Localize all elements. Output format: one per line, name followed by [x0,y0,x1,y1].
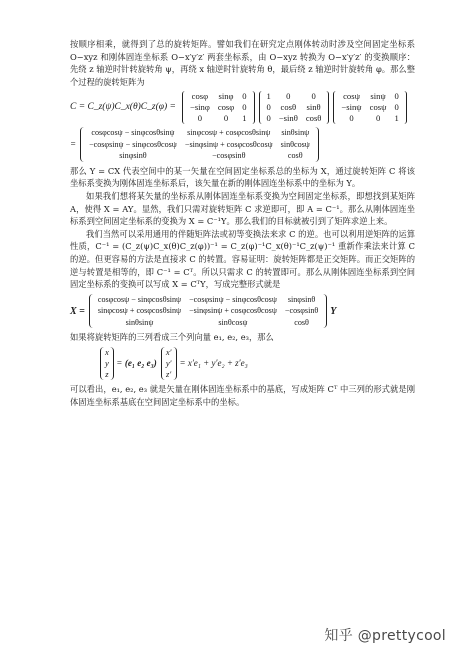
equation-x-equals-ctY [70,294,415,329]
document-page [70,38,415,408]
equation-rhs: Y [330,305,337,317]
equals-sign: = [70,139,77,150]
paragraph-column-vectors: 如果将旋转矩阵的三列看成三个列向量 e₁, e₂, e₃，那么 [70,332,274,343]
equation-lhs: X = [70,305,85,317]
paragraph-conclusion: 可以看出，e₁, e₂, e₃ 就是矢量在刚体固连坐标系中的基底，写成矩阵 Cᵀ 中三列的形式就是刚体固连坐标系基底在空间固定坐标系中的坐标。 [70,383,415,407]
zhihu-watermark: 知乎 @prettycool [324,628,446,644]
basis-row-vector: (e₁ e₂ e₃) [124,357,157,368]
paragraph-rotation-order: 按顺序相乘，就得到了总的旋转矩阵。譬如我们在研究定点刚体转动时涉及空间固定坐标系 O−xyz 和刚体固连坐标系 O−x′y′z′ 两套坐标系，由 O−xyz 转换为 O−x′y′z′ 的变换顺序：先绕 z 轴逆时针转旋转角 ψ，再绕 x 轴逆时针旋转角 θ，最后绕 z 轴逆时针旋转角 φ。那么整个过程的旋转矩阵为 [70,39,415,87]
paragraph-y-equals-cx: 那么 Y = CX 代表空间中的某一矢量在空间固定坐标系总的坐标为 X，通过旋转矩阵 C 将该坐标系变换为刚体固连坐标系后，该矢量在新的刚体固连坐标系中的坐标为 Y。 [70,165,415,189]
basis-expansion-result: = x′e₁ + y′e₂ + z′e₃ [179,357,248,368]
matrix-cz-psi: cosψ sinψ 0 −sinψ cosψ 0 0 0 1 [333,91,406,124]
matrix-rotation-transpose: cosφcosψ − sinφcosθsinψ −cosφsinψ − sinφcosθcosψ sinφsinθ sinφcosψ + cosφcosθsinψ −sinφsinψ + cosφcosθcosψ −cosφsinθ sinθsinψ sinθcosψ cosθ [89,294,327,329]
equation-rotation-product [70,91,415,124]
paragraph-transpose-method: 我们当然可以采用通用的伴随矩阵法或初等变换法来求 C 的逆。也可以利用逆矩阵的运算性质，C⁻¹ = (C_z(ψ)C_x(θ)C_z(φ))⁻¹ = C_z(φ)⁻¹C_x(θ)⁻¹C_z(ψ)⁻¹ 重新作乘法来计算 C 的逆。但更容易的方法是直接求 C 的转置。容易证明：旋转矩阵都是正交矩阵。而正交矩阵的逆与转置是相等的，即 C⁻¹ = Cᵀ。所以只需求 C 的转置即可。那么从刚体固连坐标系到空间固定坐标系的变换可以写成 X = CᵀY，写成完整形式就是 [70,228,415,290]
matrix-cx-theta: 1 0 0 0 cosθ sinθ 0 −sinθ cosθ [259,91,330,124]
vector-xyz: x y z [100,347,114,380]
equation-basis-expansion [100,347,415,380]
equals-sign: = [116,357,122,368]
matrix-rotation-c: cosφcosψ − sinφcosθsinψ sinφcosψ + cosφcosθsinψ sinθsinψ −cosφsinψ − sinφcosθcosψ −sinφsinψ + cosφcosθcosψ sinθcosψ sinφsinθ −cosφsinθ cosθ [80,127,319,162]
paragraph-inverse-transform: 如果我们想将某矢量的坐标系从刚体固连坐标系变换为空间固定坐标系，即想找到某矩阵 A，使得 X = AY。显然，我们只需对旋转矩阵 C 求逆即可，即 A = C⁻¹。那么从刚体固连坐标系到空间固定坐标系的变换为 X = C⁻¹Y。那么我们的目标就被引到了矩阵求逆上来。 [70,191,415,227]
matrix-cz-phi: cosφ sinφ 0 −sinφ cosφ 0 0 0 1 [182,91,255,124]
equation-rotation-expanded [70,127,415,162]
vector-xyz-prime: x′ y′ z′ [161,347,177,380]
equation-lhs: C = C_z(ψ)C_x(θ)C_z(φ) = [70,102,176,113]
